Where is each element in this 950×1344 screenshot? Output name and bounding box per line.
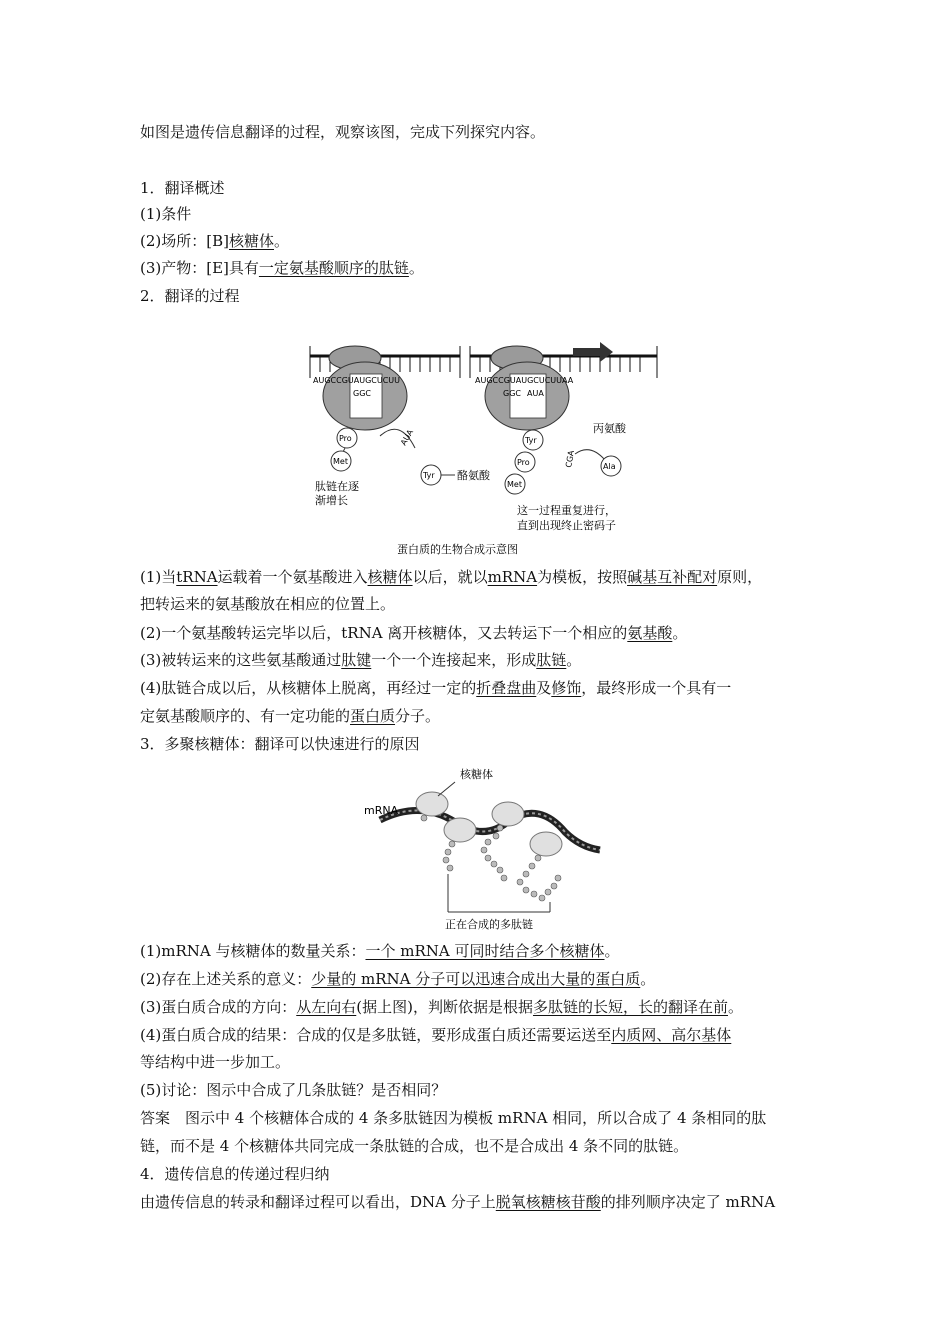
- p1-answer-ribosome: 核糖体: [367, 568, 413, 586]
- anticodon-left: GGC: [353, 389, 371, 398]
- answer-line1: 答案 图示中 4 个核糖体合成的 4 条多肽链因为模板 mRNA 相同，所以合成了 4 条相同的肽: [140, 1109, 767, 1127]
- direction-arrow-icon: [573, 342, 613, 362]
- alanine-label: 丙氨酸: [593, 422, 626, 435]
- process-step-1-line1: [140, 566, 820, 588]
- q4-text-a: (4)蛋白质合成的结果：合成的仅是多肽链，要形成蛋白质还需要运送至: [140, 1026, 612, 1044]
- amino-pro-right: Pro: [517, 458, 530, 467]
- polyribosome-diagram: [360, 762, 610, 932]
- incoming-anticodon-left: AUA: [398, 427, 416, 447]
- mrna-sequence-right: AUGCCGUAUGCUCUUAA: [475, 376, 574, 385]
- question-2: [140, 968, 820, 990]
- section-1-title: 1．翻译概述: [140, 179, 225, 197]
- amino-tyr: Tyr: [423, 471, 435, 480]
- anticodon-right-1: GGC: [503, 389, 521, 398]
- location-answer: 核糖体: [228, 232, 274, 250]
- p1-text-d: 为模板，按照: [537, 568, 628, 586]
- p4-text-e: 分子。: [395, 707, 441, 725]
- right-panel: [470, 342, 657, 532]
- mrna-label: mRNA: [364, 804, 399, 817]
- question-1: [140, 940, 820, 962]
- q3-answer-direction: 从左向右: [296, 998, 357, 1016]
- p3-text-b: 一个一个连接起来，形成: [371, 651, 537, 669]
- p1-text-e: 原则，: [717, 568, 763, 586]
- ribosome-3: [492, 802, 524, 826]
- p4-text-c: ，最终形成一个具有一: [581, 679, 732, 697]
- q3-answer-basis: 多肽链的长短，长的翻译在前: [532, 998, 728, 1016]
- p3-text-a: (3)被转运来的这些氨基酸通过: [140, 651, 342, 669]
- ribosome-label: 核糖体: [460, 768, 493, 781]
- p3-answer-bond: 肽键: [341, 651, 372, 669]
- anticodon-right-2: AUA: [527, 389, 544, 398]
- tyrosine-label: 酪氨酸: [457, 469, 490, 482]
- p4-answer-protein: 蛋白质: [350, 707, 396, 725]
- p4-text-a: (4)肽链合成以后，从核糖体上脱离，再经过一定的: [140, 679, 477, 697]
- amino-met-left: Met: [333, 457, 348, 466]
- s4-text-a: 由遗传信息的转录和翻译过程可以看出，DNA 分子上: [140, 1193, 496, 1211]
- p4-answer-modification: 修饰: [551, 679, 582, 697]
- question-4-line2: 等结构中进一步加工。: [140, 1053, 291, 1071]
- process-step-2: [140, 622, 820, 644]
- process-step-4-line2: [140, 705, 820, 727]
- amino-ala: Ala: [603, 462, 616, 471]
- q2-text-a: (2)存在上述关系的意义：: [140, 970, 312, 988]
- left-panel: [310, 346, 491, 507]
- chain-growing-line2: 渐增长: [315, 494, 348, 507]
- polypeptide-caption: 正在合成的多肽链: [445, 918, 533, 931]
- p1-text-c: 以后，就以: [412, 568, 488, 586]
- ribosome-1: [416, 792, 448, 816]
- p1-text-b: 运载着一个氨基酸进入: [217, 568, 368, 586]
- location-prefix: (2)场所：[B]: [140, 232, 229, 250]
- p1-text-a: (1)当: [140, 568, 177, 586]
- p2-text-a: (2)一个氨基酸转运完毕以后，tRNA 离开核糖体，又去转运下一个相应的: [140, 624, 628, 642]
- diagram-caption: 蛋白质的生物合成示意图: [397, 543, 518, 556]
- process-step-3: [140, 649, 820, 671]
- repeat-note-line2: 直到出现终止密码子: [517, 519, 616, 532]
- product-answer: 一定氨基酸顺序的肽链: [258, 259, 409, 277]
- section-4-title: 4．遗传信息的传递过程归纳: [140, 1165, 330, 1183]
- p4-text-b: 及: [536, 679, 552, 697]
- mrna-sequence-left: AUGCCGUAUGCUCUU: [313, 376, 401, 385]
- q1-text-a: (1)mRNA 与核糖体的数量关系：: [140, 942, 366, 960]
- amino-pro-left: Pro: [339, 434, 352, 443]
- question-4-line1: [140, 1024, 820, 1046]
- process-step-1-line2: 把转运来的氨基酸放在相应的位置上。: [140, 595, 396, 613]
- q3-text-b: (据上图)，判断依据是根据: [356, 998, 533, 1016]
- q2-text-b: 。: [640, 970, 656, 988]
- intro-text: 如图是遗传信息翻译的过程，观察该图，完成下列探究内容。: [140, 123, 546, 141]
- amino-tyr-right: Tyr: [525, 436, 537, 445]
- location-suffix: 。: [274, 232, 290, 250]
- amino-met-right: Met: [507, 480, 522, 489]
- q2-answer: 少量的 mRNA 分子可以迅速合成出大量的蛋白质: [311, 970, 641, 988]
- p2-text-b: 。: [672, 624, 688, 642]
- question-3: [140, 996, 820, 1018]
- s4-text-b: 的排列顺序决定了 mRNA: [600, 1193, 776, 1211]
- p2-answer: 氨基酸: [627, 624, 673, 642]
- process-step-4-line1: [140, 677, 820, 699]
- product-item: [140, 257, 820, 279]
- repeat-note-line1: 这一过程重复进行，: [517, 504, 616, 517]
- ribosome-2: [444, 818, 476, 842]
- section-2-title: 2．翻译的过程: [140, 287, 240, 305]
- q4-answer: 内质网、高尔基体: [611, 1026, 732, 1044]
- p1-answer-mrna: mRNA: [487, 568, 538, 586]
- chain-growing-line1: 肽链在逐: [315, 480, 359, 493]
- p1-answer-trna: tRNA: [176, 568, 218, 586]
- translation-diagram: [305, 338, 665, 558]
- ribosome-4: [530, 832, 562, 856]
- location-item: [140, 230, 820, 252]
- summary-line1: [140, 1191, 820, 1213]
- incoming-anticodon-right: CGA: [564, 449, 576, 469]
- p3-text-c: 。: [566, 651, 582, 669]
- section-3-title: 3．多聚核糖体：翻译可以快速进行的原因: [140, 735, 420, 753]
- p4-text-d: 定氨基酸顺序的、有一定功能的: [140, 707, 351, 725]
- product-prefix: (3)产物：[E]具有: [140, 259, 259, 277]
- q3-text-a: (3)蛋白质合成的方向：: [140, 998, 297, 1016]
- q3-text-c: 。: [728, 998, 744, 1016]
- p4-answer-folding: 折叠盘曲: [476, 679, 537, 697]
- answer-line2: 链，而不是 4 个核糖体共同完成一条肽链的合成，也不是合成出 4 条不同的肽链。: [140, 1137, 689, 1155]
- p1-answer-pairing: 碱基互补配对: [627, 568, 718, 586]
- condition-item: (1)条件: [140, 205, 192, 223]
- product-suffix: 。: [408, 259, 424, 277]
- q1-text-b: 。: [604, 942, 620, 960]
- q1-answer: 一个 mRNA 可同时结合多个核糖体: [365, 942, 605, 960]
- s4-answer: 脱氧核糖核苷酸: [495, 1193, 601, 1211]
- p3-answer-chain: 肽链: [536, 651, 567, 669]
- question-5: (5)讨论：图示中合成了几条肽链？是否相同？: [140, 1081, 447, 1099]
